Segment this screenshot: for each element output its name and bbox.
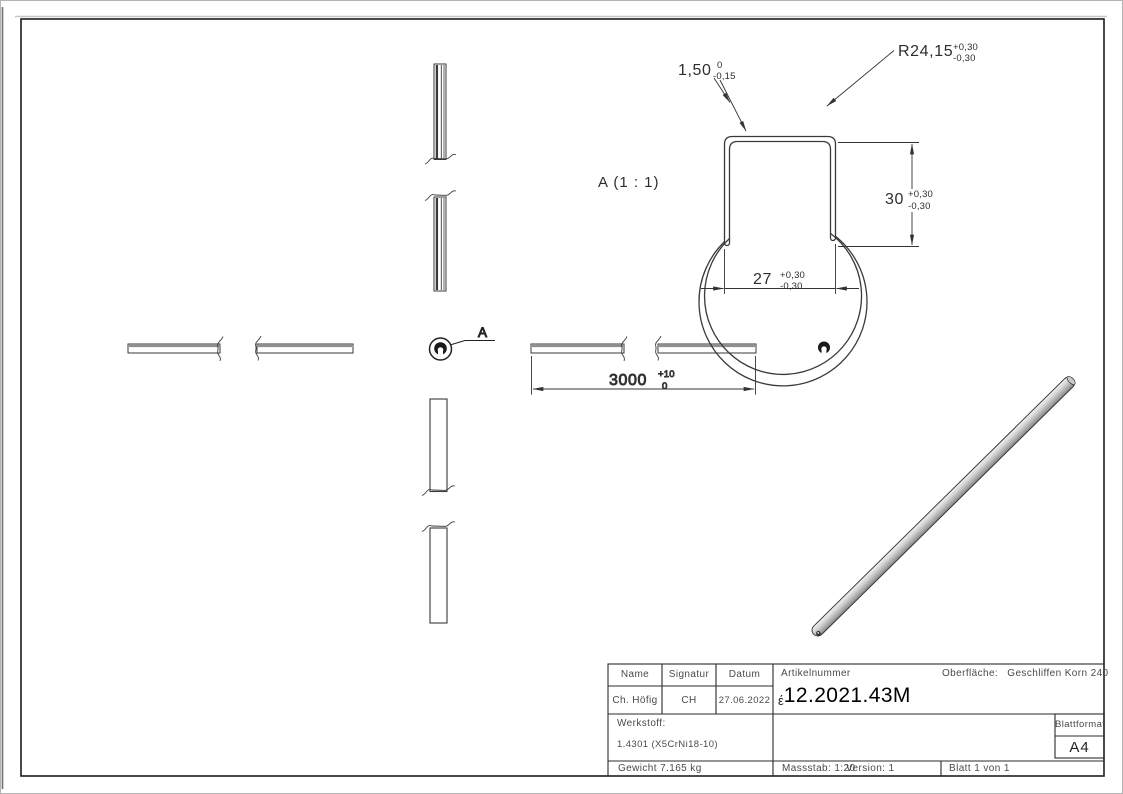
name-label: Name — [620, 669, 650, 680]
datum-value: 27.06.2022 — [718, 695, 771, 706]
section-marker-label: A — [478, 325, 488, 340]
detail-dimensions — [701, 51, 936, 295]
end-view-glyph — [818, 342, 830, 356]
dim-radius-tol-top: +0,30 — [953, 42, 979, 53]
dim-slot-width-value: 27 — [753, 271, 772, 288]
blattformat-value: A4 — [1069, 739, 1090, 756]
artikelnummer-label: Artikelnummer — [781, 668, 851, 679]
dim-radius-tol-bottom: -0,30 — [953, 53, 976, 64]
dim-wall-tol-bottom: -0,15 — [713, 71, 736, 82]
detail-view-label: A (1 : 1) — [598, 174, 660, 191]
dim-slot-width-tol-top: +0,30 — [780, 270, 806, 281]
blattformat-label: Blattformat — [1055, 719, 1106, 730]
dim-slot-width-tol-bottom: -0,30 — [780, 281, 803, 292]
dim-length-tol-bottom: 0 — [662, 381, 668, 392]
werkstoff-value: 1.4301 (X5CrNi18-10) — [617, 739, 718, 750]
oberflaeche — [942, 668, 1109, 679]
detail-labels — [598, 42, 978, 292]
dim-length-value: 3000 — [609, 372, 647, 389]
section-marker — [430, 325, 496, 360]
blatt: Blatt 1 von 1 — [949, 763, 1010, 774]
dim-height-tol-bottom: -0,30 — [908, 201, 931, 212]
right-front-view — [531, 336, 756, 361]
version: Version: 1 — [846, 763, 895, 774]
dim-height-value: 30 — [885, 191, 904, 208]
dim-radius-value: R24,15 — [898, 43, 954, 60]
dim-wall-value: 1,50 — [678, 62, 712, 79]
werkstoff-label: Werkstoff: — [617, 718, 666, 729]
datum-label: Datum — [728, 669, 761, 680]
name-value: Ch. Höfig — [612, 695, 658, 706]
artikelnummer — [778, 684, 911, 708]
massstab: Massstab: 1:20 — [782, 763, 856, 774]
signatur-label: Signatur — [668, 669, 710, 680]
oberflaeche-label: Oberfläche: — [942, 668, 999, 679]
gewicht: Gewicht 7.165 kg — [618, 763, 702, 774]
artikelnummer-value: 12.2021.43M — [783, 684, 911, 707]
top-side-view — [425, 64, 456, 291]
signatur-value: CH — [681, 695, 697, 706]
left-front-view — [128, 336, 353, 361]
bottom-side-view — [422, 399, 455, 623]
length-dimension — [532, 356, 756, 395]
title-block-grid — [608, 664, 1104, 776]
dim-wall-tol-top: 0 — [717, 60, 723, 71]
oberflaeche-value: Geschliffen Korn 240 — [1007, 668, 1109, 679]
isometric-view — [810, 375, 1077, 639]
dim-length-tol-top: +10 — [658, 369, 675, 380]
artikelnummer-prefix: έ — [778, 693, 784, 708]
dim-height-tol-top: +0,30 — [908, 189, 934, 200]
